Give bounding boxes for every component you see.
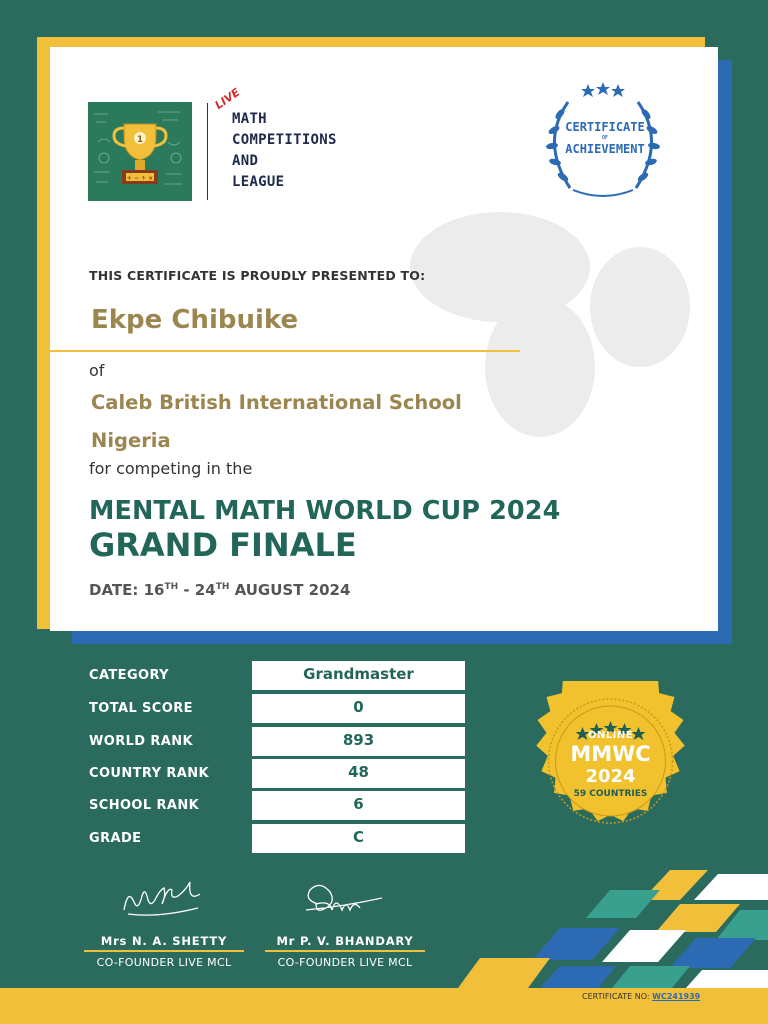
- date-sup-2: TH: [215, 582, 230, 592]
- trophy-logo: [88, 102, 192, 201]
- logo-divider: [207, 103, 208, 200]
- competing-label: for competing in the: [89, 459, 253, 478]
- seal-countries: 59 COUNTRIES: [573, 789, 648, 799]
- signatory-role-2: CO-FOUNDER LIVE MCL: [277, 956, 413, 969]
- stat-box-world-rank: [252, 727, 465, 756]
- event-date: [89, 581, 350, 599]
- presented-to-label: THIS CERTIFICATE IS PROUDLY PRESENTED TO:: [89, 268, 426, 283]
- stat-value-category: Grandmaster: [303, 665, 414, 683]
- stat-label-total-score: TOTAL SCORE: [89, 701, 193, 716]
- trophy-icon: [88, 102, 192, 201]
- stat-label-world-rank: WORLD RANK: [89, 734, 194, 749]
- stat-value-school-rank: 6: [353, 795, 364, 813]
- certificate-card: [50, 47, 718, 631]
- logo-line-3: AND: [232, 153, 259, 169]
- date-prefix: DATE: 16: [89, 581, 165, 599]
- stat-label-country-rank: COUNTRY RANK: [89, 766, 209, 781]
- certificate-number-value: WC241939: [652, 992, 701, 1001]
- stat-label-school-rank: SCHOOL RANK: [89, 798, 200, 813]
- logo-line-2: COMPETITIONS: [232, 132, 337, 148]
- seal-online: ONLINE: [587, 730, 634, 741]
- badge-line-2: OF: [601, 135, 609, 141]
- decorative-stripes: [440, 870, 768, 990]
- of-label: of: [89, 361, 105, 380]
- signatory-name-2: Mr P. V. BHANDARY: [276, 934, 414, 948]
- stat-box-country-rank: [252, 759, 465, 788]
- stat-box-grade: [252, 824, 465, 853]
- svg-text:1: 1: [136, 135, 144, 145]
- signature-bhandary: [298, 880, 388, 920]
- stat-label-category: CATEGORY: [89, 668, 169, 683]
- logo-line-1: MATH: [232, 111, 267, 127]
- stat-value-world-rank: 893: [342, 731, 375, 749]
- stat-value-total-score: 0: [353, 698, 364, 716]
- signatory-name-1: Mrs N. A. SHETTY: [100, 934, 228, 948]
- event-title: MENTAL MATH WORLD CUP 2024: [89, 496, 561, 526]
- country-name: Nigeria: [91, 429, 171, 452]
- event-subtitle: GRAND FINALE: [89, 526, 357, 564]
- recipient-name: Ekpe Chibuike: [91, 305, 299, 335]
- badge-line-3: ACHIEVEMENT: [565, 142, 645, 156]
- school-name: Caleb British International School: [91, 391, 462, 414]
- signature-rule-2: [265, 950, 425, 952]
- stat-box-category: [252, 661, 465, 690]
- signatory-role-1: CO-FOUNDER LIVE MCL: [96, 956, 232, 969]
- stat-box-total-score: [252, 694, 465, 723]
- stat-value-country-rank: 48: [348, 763, 369, 781]
- seal-acronym: MMWC: [570, 742, 651, 766]
- date-mid: - 24: [178, 581, 216, 599]
- badge-line-1: CERTIFICATE: [565, 120, 645, 134]
- live-tag: LIVE: [212, 85, 243, 112]
- stat-box-school-rank: [252, 791, 465, 820]
- date-sup-1: TH: [164, 582, 179, 592]
- certificate-number-label: CERTIFICATE NO:: [582, 992, 653, 1001]
- world-map-watermark: [380, 197, 710, 457]
- seal-year: 2024: [585, 766, 636, 787]
- name-underline: [50, 350, 520, 352]
- signature-shetty: [118, 880, 208, 920]
- logo-line-4: LEAGUE: [232, 174, 285, 190]
- stat-value-grade: C: [352, 828, 364, 846]
- certificate-number: [582, 992, 700, 1001]
- signature-rule-1: [84, 950, 244, 952]
- date-suffix: AUGUST 2024: [229, 581, 351, 599]
- stat-label-grade: GRADE: [89, 831, 142, 846]
- svg-text:+ − ÷ ×: + − ÷ ×: [126, 175, 154, 182]
